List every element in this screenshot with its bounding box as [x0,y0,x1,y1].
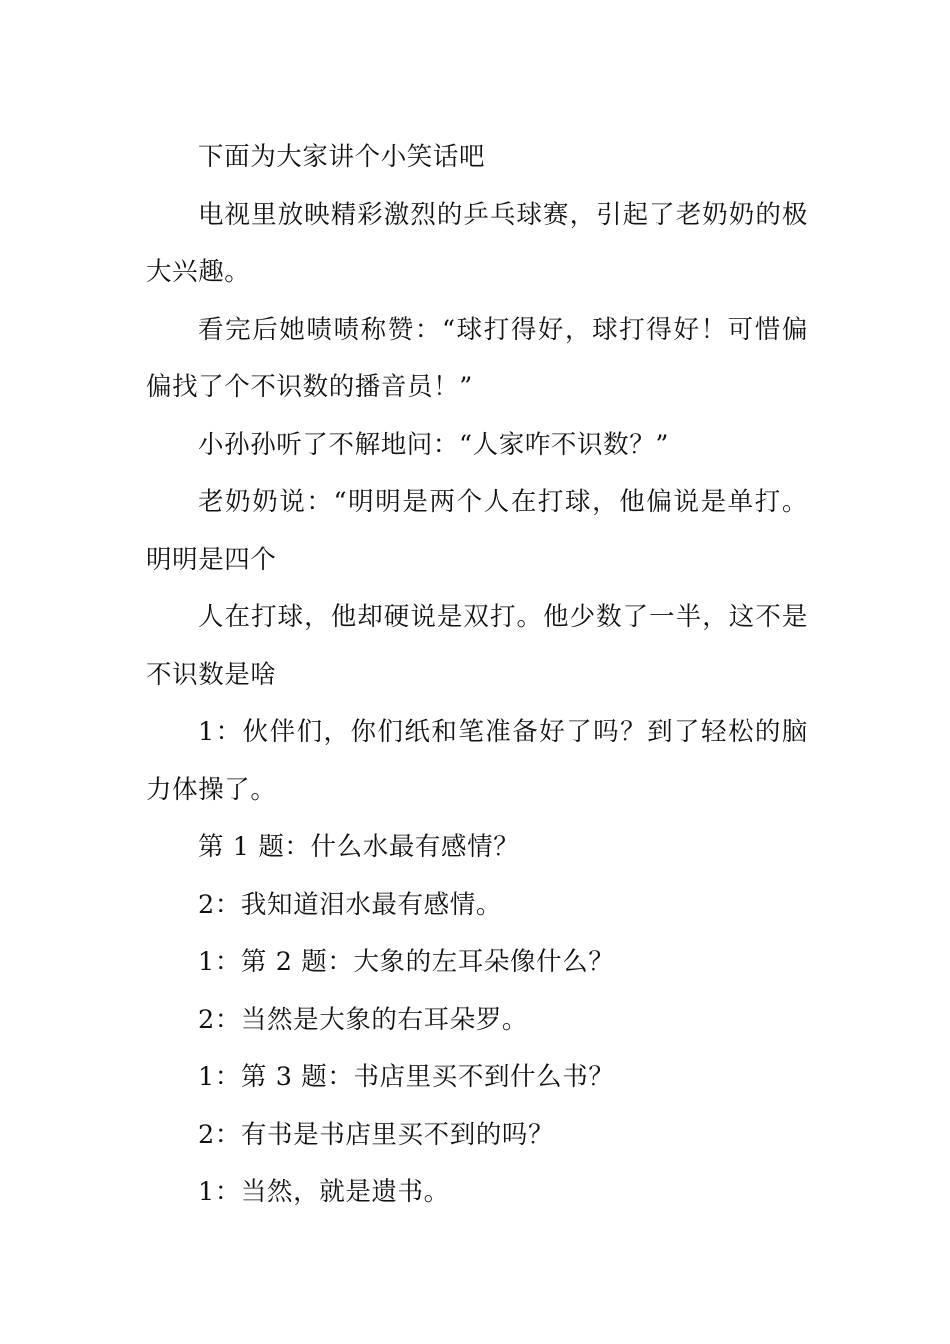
paragraph-answer-2: 2：当然是大象的右耳朵罗。 [198,1004,529,1035]
paragraph-question-3: 1：第 3 题：书店里买不到什么书？ [198,1062,615,1092]
paragraph-grandson-question: 小孙孙听了不解地问：“人家咋不识数？” [198,429,669,460]
paragraph-answer-1: 2：我知道泪水最有感情。 [198,889,502,920]
paragraph-grandma-praise: 看完后她啧啧称赞：“球打得好，球打得好！可惜偏偏找了个不识数的播音员！” [146,314,808,402]
paragraph-brain-exercise: 1：伙伴们，你们纸和笔准备好了吗？到了轻松的脑力体操了。 [146,717,808,805]
paragraph-answer-3: 2：有书是书店里买不到的吗？ [198,1119,555,1150]
paragraph-intro: 下面为大家讲个小笑话吧 [198,142,486,172]
paragraph-grandma-answer-2: 人在打球，他却硬说是双打。他少数了一半，这不是不识数是啥 [146,602,808,690]
paragraph-tv-match: 电视里放映精彩激烈的乒乓球赛，引起了老奶奶的极大兴趣。 [146,199,808,287]
paragraph-question-1: 第 1 题：什么水最有感情？ [198,832,520,862]
paragraph-grandma-answer-1: 老奶奶说：“明明是两个人在打球，他偏说是单打。明明是四个 [146,487,808,575]
paragraph-answer-3-reveal: 1：当然，就是遗书。 [198,1177,450,1207]
document-body [146,129,808,1222]
paragraph-question-2: 1：第 2 题：大象的左耳朵像什么？ [198,947,615,977]
